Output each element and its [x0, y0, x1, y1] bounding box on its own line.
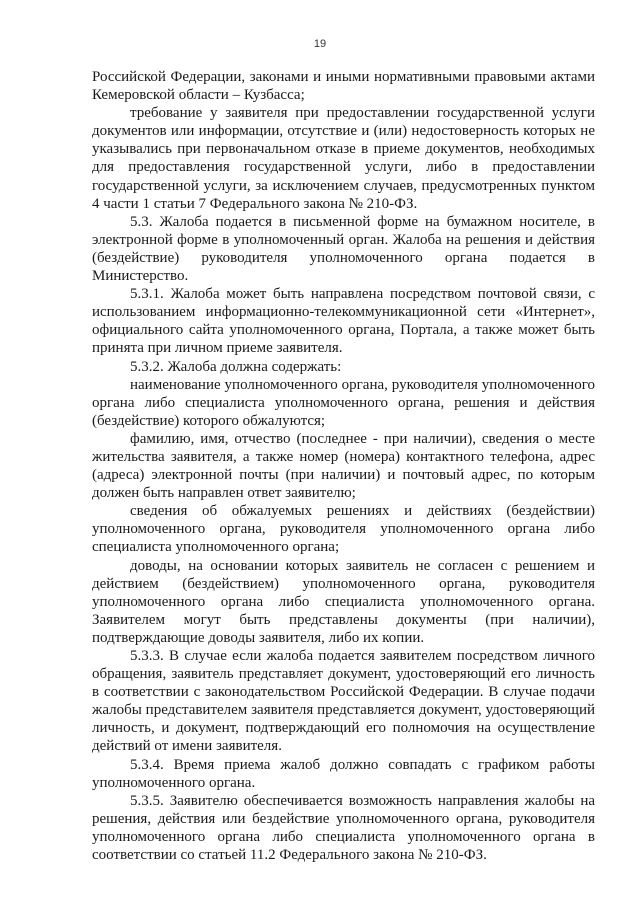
document-body	[92, 68, 595, 864]
page-number: 19	[313, 38, 327, 50]
paragraph-5-3-2: 5.3.2. Жалоба должна содержать:	[130, 358, 342, 375]
paragraph-5-3-1: 5.3.1. Жалоба может быть направлена посредством почтовой связи, с использованием информационно-телекоммуникационной сети «Интернет», официального сайта уполномоченного органа, Портала, а также может быть принята при личном приеме заявителя.	[92, 286, 595, 357]
paragraph: доводы, на основании которых заявитель не согласен с решением и действием (бездействием) уполномоченного органа, руководителя уполномоченного органа либо специалиста уполномоченного органа. Заявителем могут быть представлены документы (при наличии), подтверждающие доводы заявителя, либо их копии.	[92, 557, 595, 646]
paragraph: требование у заявителя при предоставлении государственной услуги документов или информации, отсутствие и (или) недостоверность которых не указывались при первоначальном отказе в приеме документов, необходимых для предоставления государственной услуги, либо в предоставлении государственной услуги, за исключением случаев, предусмотренных пунктом 4 части 1 статьи 7 Федерального закона № 210-ФЗ.	[92, 105, 595, 212]
paragraph: наименование уполномоченного органа, руководителя уполномоченного органа либо специалиста уполномоченного органа, решения и действия (бездействие) которого обжалуются;	[92, 376, 595, 429]
paragraph-5-3-5: 5.3.5. Заявителю обеспечивается возможность направления жалобы на решения, действия или бездействие уполномоченного органа, руководителя уполномоченного органа либо специалиста уполномоченного органа в соответствии со статьей 11.2 Федерального закона № 210-ФЗ.	[92, 792, 595, 864]
paragraph-5-3-4: 5.3.4. Время приема жалоб должно совпадать с графиком работы уполномоченного органа.	[92, 756, 595, 791]
paragraph: фамилию, имя, отчество (последнее - при наличии), сведения о месте жительства заявителя, а также номер (номера) контактного телефона, адрес (адреса) электронной почты (при наличии) и почтовый адрес, по которым должен быть направлен ответ заявителю;	[92, 430, 595, 502]
paragraph-continuation: Российской Федерации, законами и иными нормативными правовыми актами Кемеровской области – Кузбасса;	[92, 69, 595, 104]
paragraph: сведения об обжалуемых решениях и действиях (бездействии) уполномоченного органа, руководителя уполномоченного органа либо специалиста уполномоченного органа;	[92, 503, 595, 556]
paragraph-5-3-3: 5.3.3. В случае если жалоба подается заявителем посредством личного обращения, заявитель представляет документ, удостоверяющий его личность в соответствии с законодательством Российской Федерации. В случае подачи жалобы представителем заявителя представляется документ, удостоверяющий личность, и документ, подтверждающий его полномочия на осуществление действий от имени заявителя.	[92, 648, 595, 755]
paragraph-5-3: 5.3. Жалоба подается в письменной форме на бумажном носителе, в электронной форме в уполномоченный орган. Жалоба на решения и действия (бездействие) руководителя уполномоченного органа подается в Министерство.	[92, 213, 595, 285]
